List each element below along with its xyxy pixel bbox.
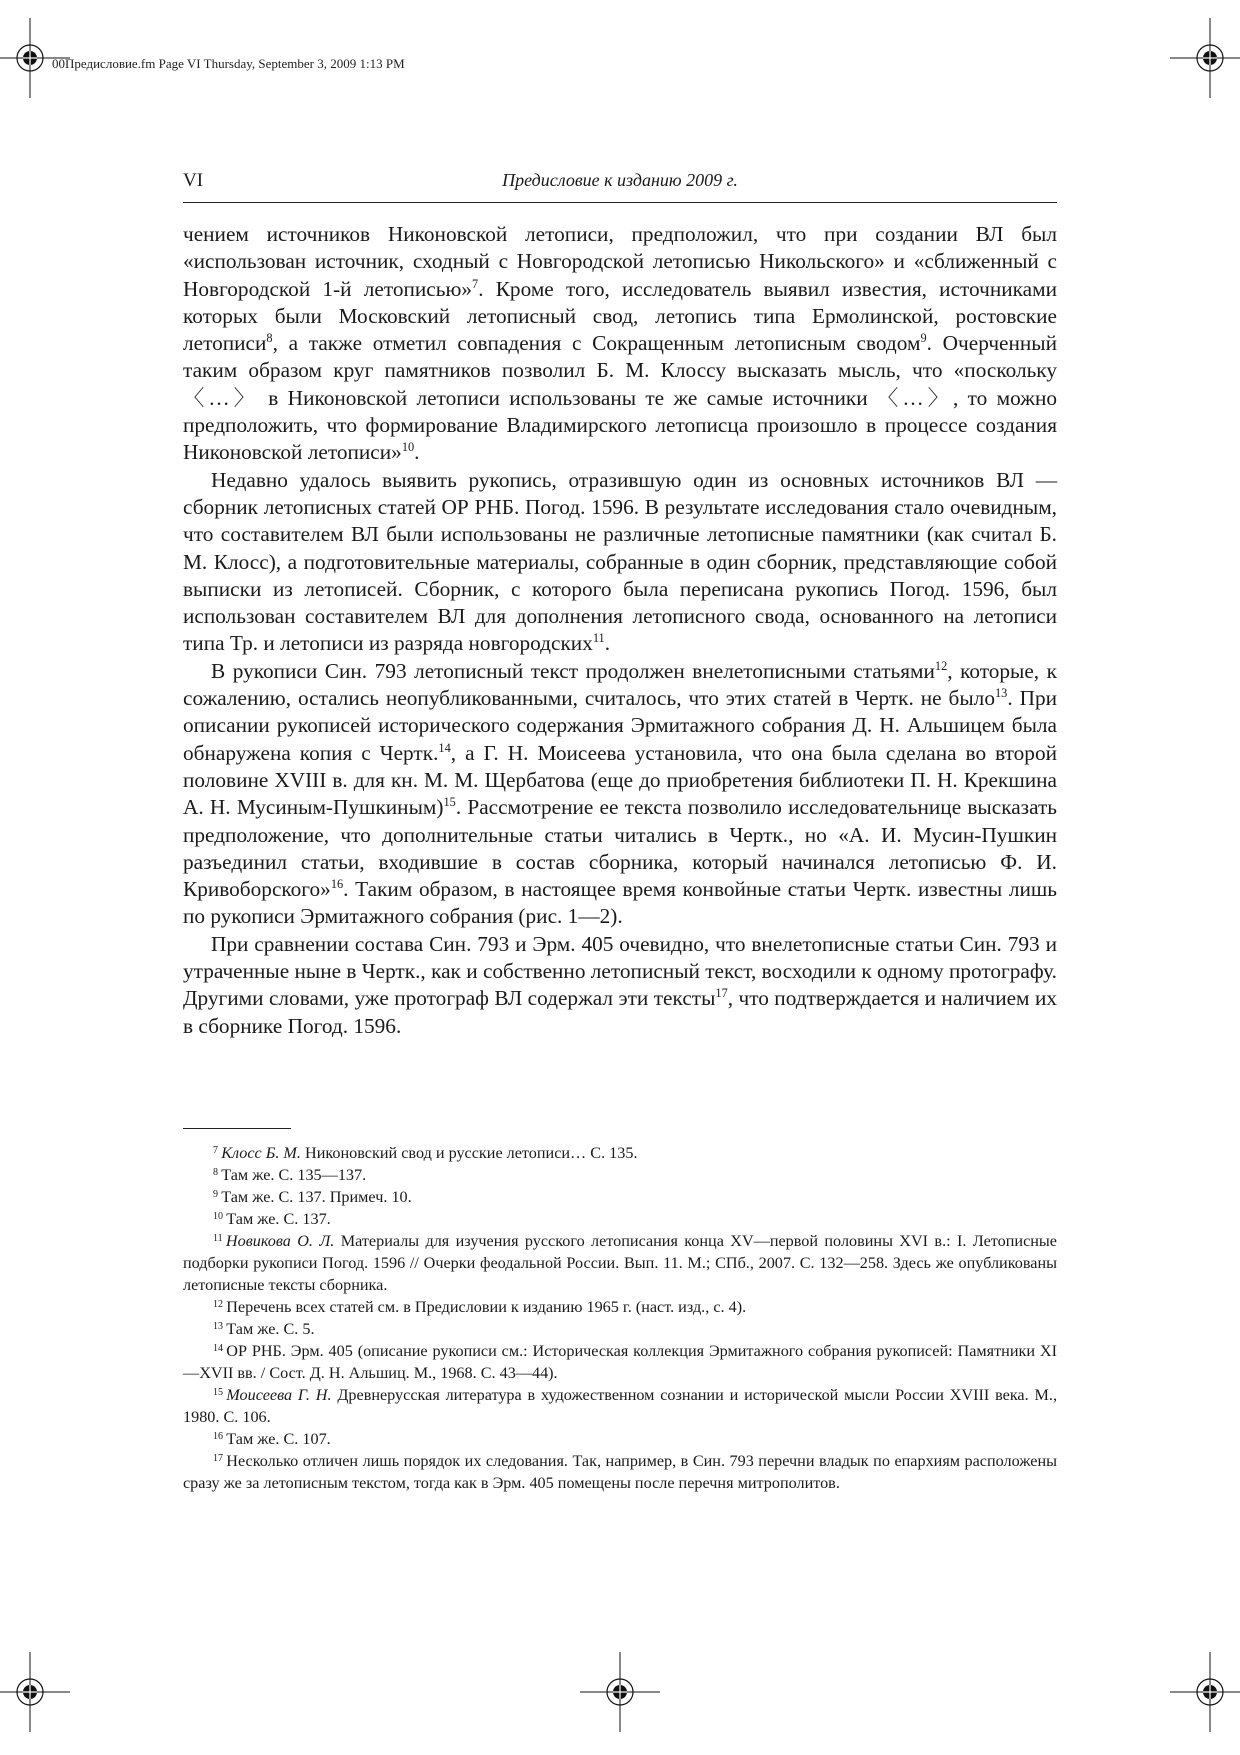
text-run: . Очерченный таким образом круг памятников позволил Б. М. Клоссу высказать мысль, что «поскольку 〈…〉 в Никоновской летописи использованы те же самые источники 〈…〉, то можно предположить, что формирование Владимирского летописца произошло в процессе создания Никоновской летописи» [183, 331, 1057, 465]
footnote-reference[interactable]: 11 [592, 631, 605, 646]
footnote [183, 1384, 1057, 1428]
registration-mark-icon [1170, 1652, 1240, 1732]
text-run: чением источников Никоновской летописи, предположил, что при создании ВЛ был «использован источник, сходный с Новгородской летописью Никольского» и «сближенный с Новгородской 1-й летописью» [183, 222, 1057, 301]
paragraph [183, 467, 1057, 658]
text-run: . Кроме того, исследователь выявил известия, источниками которых были Московский летописный свод, летопись типа Ермолинской, ростовские летописи [183, 276, 1057, 356]
footnote-number: 15 [213, 1386, 224, 1398]
paragraph [183, 658, 1057, 931]
paragraph [183, 931, 1057, 1040]
footnotes [183, 1142, 1057, 1494]
footnote [183, 1340, 1057, 1384]
footnote-text: Никоновский свод и русские летописи… С. 135. [300, 1144, 638, 1162]
footnote-text: Там же. С. 137. Примеч. 10. [221, 1188, 412, 1206]
registration-mark-icon [0, 1652, 70, 1732]
running-header [183, 170, 1057, 203]
footnote-reference[interactable]: 17 [715, 986, 728, 1001]
footnote-text: Там же. С. 135—137. [221, 1166, 367, 1184]
footnote-number: 11 [213, 1232, 223, 1244]
footnote-number: 12 [213, 1298, 224, 1310]
print-slug-line: 00Предисловие.fm Page VI Thursday, September 3, 2009 1:13 PM [52, 56, 405, 71]
footnote-number: 17 [213, 1452, 224, 1464]
registration-mark-icon [580, 1652, 660, 1732]
footnote [183, 1230, 1057, 1296]
registration-mark-icon [1170, 18, 1240, 98]
page-number: VI [183, 170, 204, 191]
footnote-reference[interactable]: 12 [934, 658, 948, 673]
text-run: . [414, 440, 420, 465]
footnote-reference[interactable]: 13 [994, 686, 1008, 701]
footnote-number: 9 [213, 1188, 219, 1200]
text-run: . Таким образом, в настоящее время конвойные статьи Чертк. известны лишь по рукописи Эрмитажного собрания (рис. 1—2). [183, 877, 1057, 929]
footnote [183, 1164, 1057, 1186]
footnote-reference[interactable]: 10 [401, 440, 415, 455]
text-run: . Рассмотрение ее текста позволило исследовательнице высказать предположение, что дополнительные статьи читались в Чертк., но «А. И. Мусин-Пушкин разъединил статьи, входившие в состав сборника, который начинался летописью Ф. И. Кривоборского» [183, 795, 1057, 902]
footnote [183, 1208, 1057, 1230]
footnote-separator [183, 1128, 291, 1129]
footnote-author: Клосс Б. М. [221, 1144, 301, 1162]
footnote-text: Там же. С. 107. [226, 1430, 331, 1448]
footnote [183, 1318, 1057, 1340]
footnote-text: Древнерусская литература в художественном сознании и исторической мысли России XVIII века. М., 1980. С. 106. [183, 1386, 1057, 1426]
text-run: Недавно удалось выявить рукопись, отразившую один из основных источников ВЛ — сборник летописных статей ОР РНБ. Погод. 1596. В результате исследования стало очевидным, что составителем ВЛ были использованы не различные летописные памятники (как считал Б. М. Клосс), а подготовительные материалы, собранные в один сборник, представляющие собой выписки из летописей. Сборник, с которого была переписана рукопись Погод. 1596, был использован составителем ВЛ для дополнения летописного свода, основанного на летописи типа Тр. и летописи из разряда новгородских [183, 467, 1057, 656]
text-run: При сравнении состава Син. 793 и Эрм. 405 очевидно, что внелетописные статьи Син. 793 и утраченные ныне в Чертк., как и собственно летописный текст, восходили к одному протографу. Другими словами, уже протограф ВЛ содержал эти тексты [183, 931, 1057, 1011]
footnote-reference[interactable]: 9 [920, 331, 927, 346]
footnote-reference[interactable]: 14 [438, 740, 451, 755]
text-run: . [604, 631, 611, 656]
paragraph [183, 221, 1057, 467]
footnote-reference[interactable]: 8 [266, 331, 273, 346]
main-text [183, 221, 1057, 1040]
footnote-text: Материалы для изучения русского летописания конца XV—первой половины XVI в.: I. Летописные подборки рукописи Погод. 1596 // Очерки феодальной России. Вып. 11. М.; СПб., 2007. С. 132—258. Здесь же опубликованы летописные тексты сборника. [183, 1232, 1057, 1294]
footnote-author: Новикова О. Л. [225, 1232, 335, 1250]
footnote [183, 1428, 1057, 1450]
text-run: , что подтверждается и наличием их в сборнике Погод. 1596. [183, 986, 1058, 1038]
text-run: . При описании рукописей исторического содержания Эрмитажного собрания Д. Н. Альшицем была обнаружена копия с Чертк. [183, 686, 1057, 765]
footnote [183, 1296, 1057, 1318]
footnote-text: Несколько отличен лишь порядок их следования. Так, например, в Син. 793 перечни владык по епархиям расположены сразу же за летописным текстом, тогда как в Эрм. 405 помещены после перечня митрополитов. [183, 1452, 1057, 1492]
footnote-number: 7 [213, 1144, 219, 1156]
footnote-number: 13 [213, 1320, 224, 1332]
footnote-number: 14 [213, 1342, 224, 1354]
footnote [183, 1142, 1057, 1164]
footnote-reference[interactable]: 15 [443, 795, 456, 810]
text-run: , которые, к сожалению, остались неопубликованными, считалось, что этих статей в Чертк. не было [183, 658, 1057, 711]
footnote-number: 10 [213, 1210, 224, 1222]
footnote-number: 16 [213, 1430, 224, 1442]
running-title: Предисловие к изданию 2009 г. [502, 170, 738, 190]
footnote-text: ОР РНБ. Эрм. 405 (описание рукописи см.: Историческая коллекция Эрмитажного собрания рукописей: Памятники XI—XVII вв. / Сост. Д. Н. Альшиц. М., 1968. С. 43—44). [183, 1342, 1057, 1382]
text-run: , а также отметил совпадения с Сокращенным летописным сводом [272, 331, 921, 356]
text-run: , а Г. Н. Моисеева установила, что она была сделана во второй половине XVIII в. для кн. М. М. Щербатова (еще до приобретения библиотеки П. Н. Крекшина А. Н. Мусиным-Пушкиным) [183, 740, 1057, 820]
footnote-text: Там же. С. 137. [226, 1210, 331, 1228]
footnote-text: Перечень всех статей см. в Предисловии к изданию 1965 г. (наст. изд., с. 4). [226, 1298, 747, 1316]
footnote [183, 1450, 1057, 1494]
footnote-reference[interactable]: 16 [330, 877, 344, 892]
footnote-reference[interactable]: 7 [472, 276, 479, 291]
footnote-author: Моисеева Г. Н. [226, 1386, 332, 1404]
footnote-text: Там же. С. 5. [226, 1320, 315, 1338]
footnote-number: 8 [213, 1166, 219, 1178]
footnote [183, 1186, 1057, 1208]
text-run: В рукописи Син. 793 летописный текст продолжен внелетописными статьями [211, 658, 935, 683]
